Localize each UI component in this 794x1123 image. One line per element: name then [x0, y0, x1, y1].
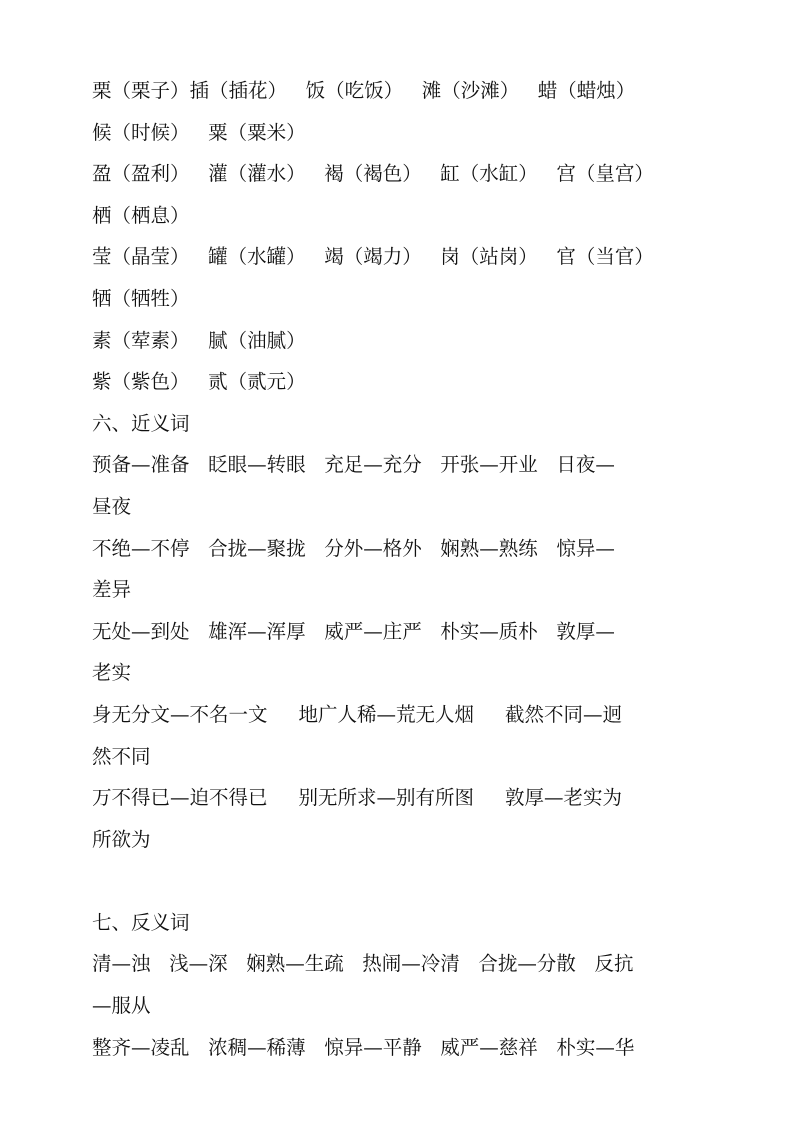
synonym-line: 不绝—不停 合拢—聚拢 分外—格外 娴熟—熟练 惊异—	[92, 536, 615, 560]
synonym-line: 所欲为	[92, 827, 151, 851]
synonym-line: 无处—到处 雄浑—浑厚 威严—庄严 朴实—质朴 敦厚—	[92, 619, 615, 643]
synonym-line: 然不同	[92, 744, 151, 768]
char-list-line: 候（时候） 粟（粟米）	[92, 120, 306, 144]
synonym-line: 老实	[92, 661, 132, 685]
synonym-line: 预备—准备 眨眼—转眼 充足—充分 开张—开业 日夜—	[92, 453, 615, 477]
synonym-line: 身无分文—不名一文 地广人稀—荒无人烟 截然不同—迥	[92, 702, 622, 726]
antonym-line: —服从	[92, 994, 151, 1018]
antonym-line: 清—浊 浅—深 娴熟—生疏 热闹—冷清 合拢—分散 反抗	[92, 952, 634, 976]
char-list-line: 素（荤素） 腻（油腻）	[92, 328, 306, 352]
section-heading-antonyms: 七、反义词	[92, 910, 190, 934]
char-list-line: 盈（盈利） 灌（灌水） 褐（褐色） 缸（水缸） 宫（皇宫）	[92, 162, 654, 186]
document-page	[92, 70, 704, 1068]
char-list-line: 紫（紫色） 贰（贰元）	[92, 370, 306, 394]
antonym-line: 整齐—凌乱 浓稠—稀薄 惊异—平静 威严—慈祥 朴实—华	[92, 1035, 635, 1059]
synonym-line: 昼夜	[92, 494, 132, 518]
char-list-line: 牺（牺牲）	[92, 286, 190, 310]
char-list-line: 栖（栖息）	[92, 203, 190, 227]
char-list-line: 莹（晶莹） 罐（水罐） 竭（竭力） 岗（站岗） 官（当官）	[92, 245, 654, 269]
synonym-line: 万不得已—迫不得已 别无所求—别有所图 敦厚—老实为	[92, 786, 622, 810]
synonym-line: 差异	[92, 578, 132, 602]
char-list-line: 栗（栗子）插（插花） 饭（吃饭） 滩（沙滩） 蜡（蜡烛）	[92, 79, 636, 102]
section-heading-synonyms: 六、近义词	[92, 411, 190, 435]
blank-line	[92, 860, 704, 902]
